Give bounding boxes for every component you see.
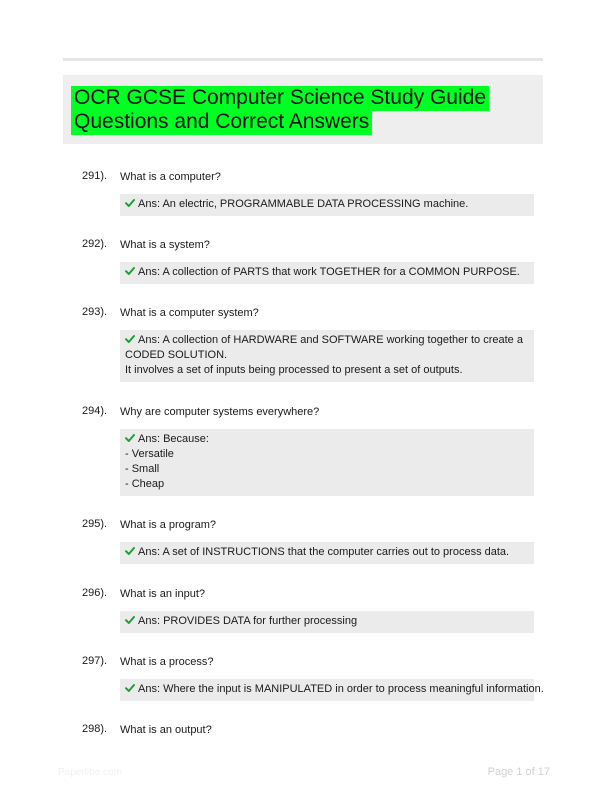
question-text: What is an input? xyxy=(120,588,205,600)
question-number: 296). xyxy=(82,587,108,599)
footer-watermark: Paperlibe.com xyxy=(58,767,122,778)
answer-line xyxy=(125,265,529,280)
checkmark-icon xyxy=(125,198,135,208)
answer-box xyxy=(120,330,534,382)
answer-line xyxy=(125,432,529,447)
checkmark-icon xyxy=(125,266,135,276)
question-number: 294). xyxy=(82,405,108,417)
answer-text: It involves a set of inputs being processed to present a set of outputs. xyxy=(125,364,463,376)
checkmark-icon xyxy=(125,433,135,443)
title-line-2: Questions and Correct Answers xyxy=(71,110,372,135)
answer-line xyxy=(125,477,529,492)
answer-line xyxy=(125,614,529,629)
answer-text: - Small xyxy=(125,463,160,475)
answer-line xyxy=(125,363,529,378)
answer-text: Ans: A collection of PARTS that work TOGETHER for a COMMON PURPOSE. xyxy=(138,266,520,278)
question-number: 293). xyxy=(82,306,108,318)
question-number: 298). xyxy=(82,723,108,735)
question-number: 291). xyxy=(82,170,108,182)
page-title xyxy=(71,86,491,134)
question-text: What is a computer? xyxy=(120,171,221,183)
question-text: What is a computer system? xyxy=(120,307,259,319)
title-banner xyxy=(63,75,543,144)
title-line-1: OCR GCSE Computer Science Study Guide xyxy=(71,86,489,111)
answer-text: Ans: A set of INSTRUCTIONS that the computer carries out to process data. xyxy=(138,546,510,558)
answer-box xyxy=(120,611,534,633)
answer-text: Ans: An electric, PROGRAMMABLE DATA PROCESSING machine. xyxy=(138,198,469,210)
checkmark-icon xyxy=(125,683,135,693)
answer-box xyxy=(120,542,534,564)
question-number: 295). xyxy=(82,518,108,530)
answer-text: Ans: PROVIDES DATA for further processing xyxy=(138,615,358,627)
top-divider xyxy=(63,58,543,61)
answer-text: - Versatile xyxy=(125,448,174,460)
question-text: What is a process? xyxy=(120,656,214,668)
answer-line xyxy=(125,545,529,560)
answer-box xyxy=(120,429,534,496)
answer-line xyxy=(125,348,529,363)
answer-text: Ans: A collection of HARDWARE and SOFTWARE working together to create a xyxy=(138,334,523,346)
answer-box xyxy=(120,194,534,216)
checkmark-icon xyxy=(125,334,135,344)
answer-text: Ans: Where the input is MANIPULATED in order to process meaningful information. xyxy=(138,683,544,695)
answer-line xyxy=(125,333,529,348)
answer-text: Ans: Because: xyxy=(138,433,209,445)
question-text: What is an output? xyxy=(120,724,212,736)
question-number: 297). xyxy=(82,655,108,667)
answer-text: CODED SOLUTION. xyxy=(125,349,228,361)
question-text: What is a system? xyxy=(120,239,210,251)
answer-box xyxy=(120,262,534,284)
answer-line xyxy=(125,447,529,462)
answer-line xyxy=(125,197,529,212)
checkmark-icon xyxy=(125,615,135,625)
question-text: Why are computer systems everywhere? xyxy=(120,406,320,418)
answer-text: - Cheap xyxy=(125,478,165,490)
answer-box xyxy=(120,679,544,701)
question-text: What is a program? xyxy=(120,519,216,531)
checkmark-icon xyxy=(125,546,135,556)
answer-line xyxy=(125,682,544,697)
question-number: 292). xyxy=(82,238,108,250)
answer-line xyxy=(125,462,529,477)
page-number: Page 1 of 17 xyxy=(487,766,550,778)
